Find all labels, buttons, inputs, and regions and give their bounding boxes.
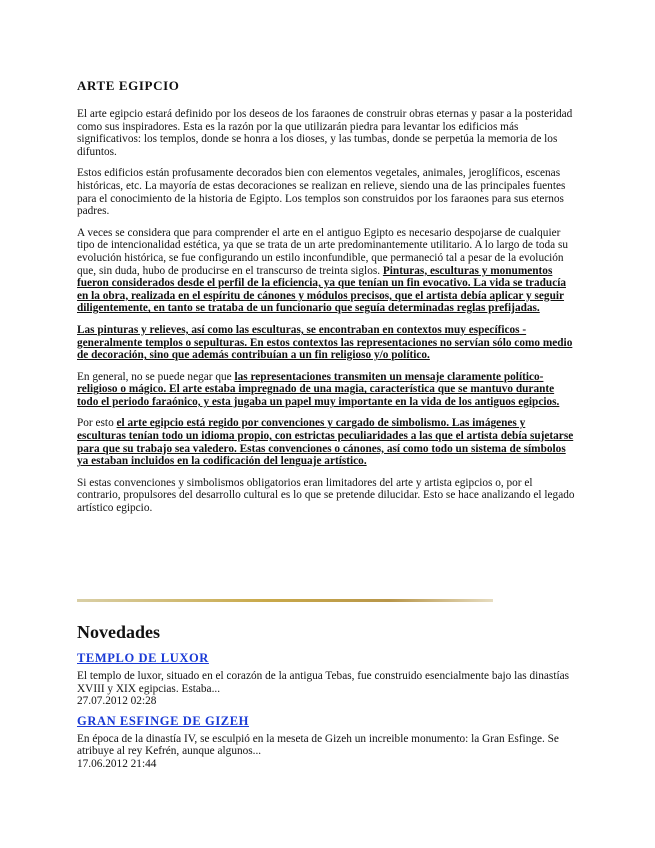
news-excerpt: El templo de luxor, situado en el corazón de la antigua Tebas, fue construido esencialmente bajo las dinastías XVIII y XIX egipcias. Estaba... bbox=[77, 670, 570, 695]
paragraph-3 bbox=[77, 227, 577, 315]
paragraph-5-text: En general, no se puede negar que bbox=[77, 370, 235, 383]
paragraph-4: Las pinturas y relieves, así como las esculturas, se encontraban en contextos muy específicos -generalmente templos o sepulturas. En estos contextos las representaciones no servían sólo como medio de decoración, sino que además contribuían a un fin religioso y/o político. bbox=[77, 323, 573, 362]
paragraph-6-emphasis: el arte egipcio está regido por convenciones y cargado de simbolismo. Las imágenes y esculturas tenían todo un idioma propio, con estrictas peculiaridades a las que el artista debía sujetarse para que su trabajo sea valedero. Estas convenciones o cánones, así como todo un sistema de símbolos ya estaban incluidos en la codificación del lenguaje artístico. bbox=[77, 417, 574, 468]
news-link-templo-de-luxor[interactable]: TEMPLO DE LUXOR bbox=[77, 651, 209, 665]
section-divider bbox=[77, 599, 493, 602]
paragraph-1: El arte egipcio estará definido por los deseos de los faraones de construir obras eternas y pasar a la posteridad como sus inspiradores. Esta es la razón por la que utilizarán piedra para levantar los edificios más significativos: los templos, donde se honra a los dioses, y las tumbas, donde se perpetúa la memoria de los difuntos. bbox=[77, 108, 573, 158]
news-item bbox=[77, 714, 577, 771]
paragraph-2: Estos edificios están profusamente decorados bien con elementos vegetales, animales, jeroglíficos, escenas históricas, etc. La mayoría de estas decoraciones se realizan en relieve, siendo una de las principales fuentes para el conocimiento de la historia de Egipto. Los templos son construidos por los faraones para sus eternos padres. bbox=[77, 167, 566, 218]
paragraph-3-emphasis: Pinturas, esculturas y monumentos fueron considerados desde el perfil de la eficiencia, ya que tenían un fin evocativo. La vida se traducía en la obra, realizada en el espíritu de cánones y módulos precisos, que el artista debía aplicar y seguir diligentemente, en tanto se trataba de un funcionario que seguía determinadas reglas prefijadas. bbox=[77, 264, 566, 315]
news-date: 27.07.2012 02:28 bbox=[77, 695, 157, 708]
paragraph-3-text: A veces se considera que para comprender el arte en el antiguo Egipto es necesario despojarse de cualquier tipo de intencionalidad estética, ya que se trata de un arte predominantemente utilitario. A lo largo de toda su evolución histórica, se fue configurando un estilo inconfundible, que permaneció tal a pesar de la evolución que, sin duda, hubo de producirse en el transcurso de treinta siglos. bbox=[77, 226, 569, 277]
article bbox=[77, 78, 577, 524]
article-title: ARTE EGIPCIO bbox=[77, 78, 180, 93]
paragraph-7: Si estas convenciones y simbolismos obligatorios eran limitadores del arte y artista egipcios o, por el contrario, propulsores del desarrollo cultural es lo que se pretende dilucidar. Esto se hace analizando el legado artístico egipcio. bbox=[77, 476, 575, 515]
news-item bbox=[77, 651, 577, 708]
news-heading: Novedades bbox=[77, 622, 161, 642]
news-link-gran-esfinge[interactable]: GRAN ESFINGE DE GIZEH bbox=[77, 713, 250, 728]
paragraph-5 bbox=[77, 371, 577, 409]
paragraph-6-text: Por esto bbox=[77, 417, 117, 430]
news-date: 17.06.2012 21:44 bbox=[77, 757, 157, 770]
news-excerpt: En época de la dinastía IV, se esculpió en la meseta de Gizeh un increible monumento: la Gran Esfinge. Se atribuye al rey Kefrén, aunque algunos... bbox=[77, 732, 559, 758]
paragraph-5-emphasis: las representaciones transmiten un mensaje claramente político-religioso o mágico. El arte estaba impregnado de una magia, característica que se mantuvo durante todo el periodo faraónico, y esta jugaba un papel muy importante en la vida de los antiguos egipcios. bbox=[77, 370, 560, 408]
news-section bbox=[77, 622, 577, 777]
paragraph-6 bbox=[77, 417, 577, 467]
